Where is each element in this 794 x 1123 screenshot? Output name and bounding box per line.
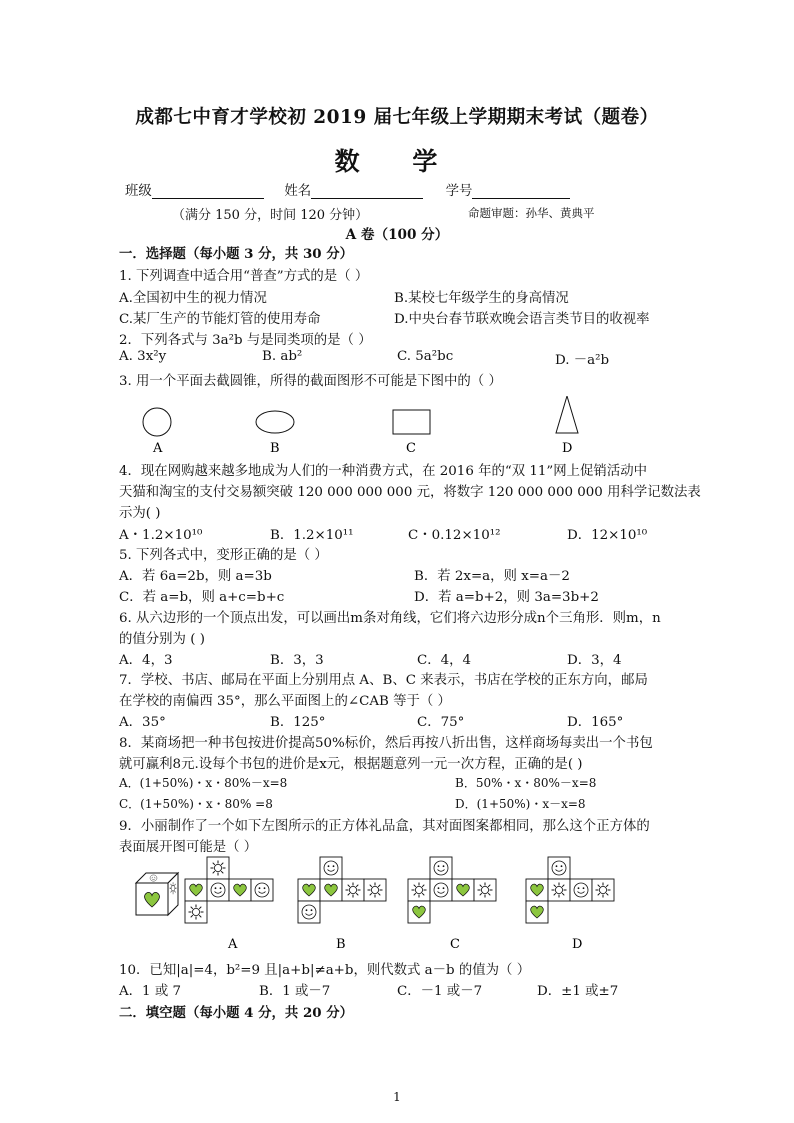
q8-line1: 8．某商场把一种书包按进价提高50%标价，然后再按八折出售，这样商场每卖出一个书包 <box>119 736 653 751</box>
q7-option-b[interactable]: B．125° <box>270 715 326 730</box>
q2-option-b[interactable]: B. ab² <box>262 349 303 364</box>
q8-option-b[interactable]: B．50%・x・80%－x=8 <box>455 776 597 790</box>
q8-line2: 就可赢利8元.设每个书包的进价是x元，根据题意列一元一次方程，正确的是( ) <box>119 757 583 772</box>
q1-stem: 1. 下列调查中适合用“普查”方式的是（ ） <box>119 269 369 284</box>
q10-option-c[interactable]: C．－1 或－7 <box>397 984 483 999</box>
q10-option-a[interactable]: A．1 或 7 <box>119 984 182 999</box>
q1-option-b[interactable]: B.某校七年级学生的身高情况 <box>394 291 569 306</box>
q5-option-c[interactable]: C．若 a=b，则 a+c=b+c <box>119 590 285 605</box>
reviewers-note: 命题审题：孙华、黄典平 <box>468 206 595 220</box>
q7-option-d[interactable]: D．165° <box>567 715 624 730</box>
net-c <box>408 857 496 923</box>
q6-option-c[interactable]: C．4，4 <box>417 653 472 668</box>
name-label: 姓名 <box>284 184 312 199</box>
q7-line1: 7．学校、书店、邮局在平面上分别用点 A、B、C 来表示，书店在学校的正东方向，邮局 <box>119 673 648 688</box>
part2-heading: 二．填空题（每小题 4 分，共 20 分） <box>119 1005 354 1021</box>
full-marks-note: （满分 150 分，时间 120 分钟） <box>172 208 369 223</box>
q4-option-a[interactable]: A・1.2×10¹⁰ <box>119 528 203 543</box>
q6-line1: 6. 从六边形的一个顶点出发，可以画出m条对角线，它们将六边形分成n个三角形．则m，n <box>119 611 661 626</box>
q5-option-d[interactable]: D．若 a=b+2，则 3a=3b+2 <box>414 590 599 605</box>
q4-option-c[interactable]: C・0.12×10¹² <box>408 528 501 543</box>
q6-line2: 的值分别为 ( ) <box>119 632 205 647</box>
q4-line1: 4．现在网购越来越多地成为人们的一种消费方式，在 2016 年的“双 11”网上促销活动中 <box>119 464 647 479</box>
q7-option-c[interactable]: C．75° <box>417 715 465 730</box>
net-a <box>185 857 273 923</box>
q2-option-c[interactable]: C. 5a²bc <box>397 349 454 364</box>
q3-stem: 3. 用一个平面去截圆锥，所得的截面图形不可能是下图中的（ ） <box>119 374 502 389</box>
q4-option-b[interactable]: B．1.2×10¹¹ <box>270 528 354 543</box>
q9-line2: 表面展开图可能是（ ） <box>119 840 258 855</box>
q4-line2: 天猫和淘宝的支付交易额突破 120 000 000 000 元，将数字 120 000 000 000 用科学记数法表 <box>119 485 701 500</box>
q5-option-a[interactable]: A．若 6a=2b，则 a=3b <box>119 569 272 584</box>
q10-option-b[interactable]: B．1 或－7 <box>259 984 331 999</box>
q3-label-a: A <box>153 441 163 456</box>
q9-label-c: C <box>450 937 460 952</box>
q8-option-a[interactable]: A．(1+50%)・x・80%－x=8 <box>119 776 288 790</box>
net-d <box>526 857 614 923</box>
q6-option-a[interactable]: A．4，3 <box>119 653 173 668</box>
q8-option-d[interactable]: D．(1+50%)・x－x=8 <box>455 797 586 811</box>
net-b <box>298 857 386 923</box>
q6-option-d[interactable]: D．3，4 <box>567 653 622 668</box>
q9-figures <box>130 853 650 953</box>
q1-option-d[interactable]: D.中央台春节联欢晚会语言类节目的收视率 <box>394 312 650 327</box>
q2-option-d[interactable]: D. －a²b <box>555 353 610 368</box>
section-a-heading: A 卷（100 分） <box>345 227 449 243</box>
q9-line1: 9．小丽制作了一个如下左图所示的正方体礼品盒，其对面图案都相同，那么这个正方体的 <box>119 819 650 834</box>
q1-option-a[interactable]: A.全国初中生的视力情况 <box>119 291 267 306</box>
subject-title: 数 学 <box>334 147 460 176</box>
q9-label-d: D <box>572 937 583 952</box>
q3-figures <box>119 396 619 458</box>
q4-option-d[interactable]: D．12×10¹⁰ <box>567 528 648 543</box>
gift-box-cube <box>136 873 178 915</box>
q8-option-c[interactable]: C．(1+50%)・x・80% =8 <box>119 797 273 811</box>
q9-label-a: A <box>228 937 238 952</box>
q10-stem: 10．已知|a|=4，b²=9 且|a+b|≠a+b，则代数式 a－b 的值为（ ） <box>119 963 531 978</box>
q2-stem: 2．下列各式与 3a²b 与是同类项的是（ ） <box>119 333 372 348</box>
q3-label-c: C <box>406 441 416 456</box>
class-label: 班级 <box>125 184 152 199</box>
circle-shape <box>143 408 171 436</box>
page-number: 1 <box>393 1090 401 1104</box>
q2-option-a[interactable]: A. 3x²y <box>119 349 167 364</box>
name-field[interactable] <box>311 184 423 199</box>
part1-heading: 一．选择题（每小题 3 分，共 30 分） <box>119 246 354 262</box>
q3-label-b: B <box>270 441 280 456</box>
student-info-row <box>125 180 570 199</box>
q7-line2: 在学校的南偏西 35°，那么平面图上的∠CAB 等于（ ） <box>119 694 451 709</box>
ellipse-shape <box>256 411 294 433</box>
q5-option-b[interactable]: B．若 2x=a，则 x=a－2 <box>414 569 570 584</box>
q4-line3: 示为( ) <box>119 506 161 521</box>
class-field[interactable] <box>152 184 264 199</box>
q7-option-a[interactable]: A．35° <box>119 715 166 730</box>
q3-label-d: D <box>562 441 573 456</box>
id-field[interactable] <box>472 184 570 199</box>
q9-label-b: B <box>336 937 346 952</box>
q5-stem: 5. 下列各式中，变形正确的是（ ） <box>119 548 328 563</box>
q6-option-b[interactable]: B．3，3 <box>270 653 324 668</box>
exam-title: 成都七中育才学校初 2019 届七年级上学期期末考试（题卷） <box>135 107 659 128</box>
rectangle-shape <box>393 410 430 434</box>
id-label: 学号 <box>445 184 473 199</box>
triangle-shape <box>556 396 578 433</box>
q1-option-c[interactable]: C.某厂生产的节能灯管的使用寿命 <box>119 312 321 327</box>
q10-option-d[interactable]: D．±1 或±7 <box>537 984 619 999</box>
